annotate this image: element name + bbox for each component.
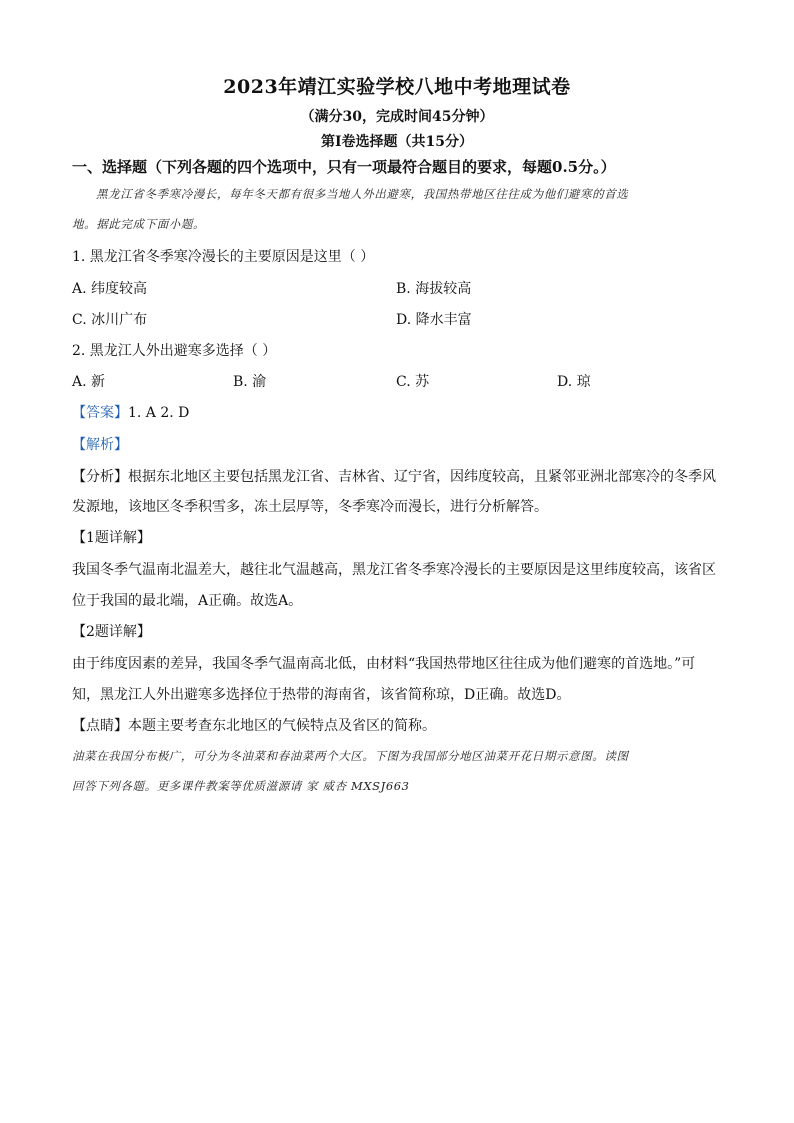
q1-detail-text: 我国冬季气温南北温差大，越往北气温越高，黑龙江省冬季寒冷漫长的主要原因是这里纬度较高，该省区 xyxy=(72,562,716,578)
exam-title: 2023年靖江实验学校八地中考地理试卷 xyxy=(223,76,571,98)
dianjing-text: 本题主要考查东北地区的气候特点及省区的简称。 xyxy=(128,718,436,734)
q1-option-c[interactable]: C. 冰川广布 xyxy=(72,312,148,328)
dianjing-row xyxy=(72,715,436,735)
q2-option-c[interactable]: C. 苏 xyxy=(396,374,430,390)
material-2-line: 回答下列各题。更多课件教案等优质滋源请 家 威杏 MXSJ663 xyxy=(72,779,410,793)
q2-option-b[interactable]: B. 渝 xyxy=(233,374,267,390)
q1-option-d[interactable]: D. 降水丰富 xyxy=(396,312,472,328)
q1-detail-text-cont: 位于我国的最北端，A正确。故选A。 xyxy=(72,593,303,609)
q2-option-a[interactable]: A. 新 xyxy=(72,374,106,390)
answer-label: 【答案】 xyxy=(72,405,128,421)
q1-option-b[interactable]: B. 海拔较高 xyxy=(396,281,472,297)
fenxi-text: 根据东北地区主要包括黑龙江省、吉林省、辽宁省，因纬度较高，且紧邻亚洲北部寒冷的冬季风 xyxy=(128,469,716,485)
section-heading: 一、选择题（下列各题的四个选项中，只有一项最符合题目的要求，每题0.5分。） xyxy=(72,158,616,176)
fenxi-text-cont: 发源地，该地区冬季积雪多，冻土层厚等，冬季寒冷而漫长，进行分析解答。 xyxy=(72,499,548,515)
analysis-label: 【解析】 xyxy=(72,437,128,453)
exam-score-time: （满分30，完成时间45分钟） xyxy=(300,109,494,125)
q1-detail-label: 【1题详解】 xyxy=(72,530,151,546)
answer-row xyxy=(72,402,189,422)
q2-option-d[interactable]: D. 琼 xyxy=(557,374,591,390)
dianjing-label: 【点睛】 xyxy=(72,718,128,734)
analysis-fenxi xyxy=(72,466,716,486)
material-2-line: 油菜在我国分布极广，可分为冬油菜和春油菜两个大区。下图为我国部分地区油菜开花日期示意图。读图 xyxy=(72,749,629,763)
fenxi-label: 【分析】 xyxy=(72,469,128,485)
material-line: 地。据此完成下面小题。 xyxy=(72,217,206,231)
answer-text: 1. A 2. D xyxy=(128,405,190,421)
q2-detail-text-cont: 知，黑龙江人外出避寒多选择位于热带的海南省，该省简称琼，D正确。故选D。 xyxy=(72,687,571,703)
question-1-stem: 1. 黑龙江省冬季寒冷漫长的主要原因是这里（ ） xyxy=(72,249,375,265)
q1-option-a[interactable]: A. 纬度较高 xyxy=(72,281,148,297)
part-title: 第Ⅰ卷选择题（共15分） xyxy=(320,134,474,150)
q2-detail-text: 由于纬度因素的差异，我国冬季气温南高北低，由材料“我国热带地区往往成为他们避寒的首选地。”可 xyxy=(72,656,696,672)
q2-detail-label: 【2题详解】 xyxy=(72,624,151,640)
question-2-stem: 2. 黑龙江人外出避寒多选择（ ） xyxy=(72,343,277,359)
material-line: 黑龙江省冬季寒冷漫长，每年冬天都有很多当地人外出避寒，我国热带地区往往成为他们避寒的首选 xyxy=(96,187,629,201)
